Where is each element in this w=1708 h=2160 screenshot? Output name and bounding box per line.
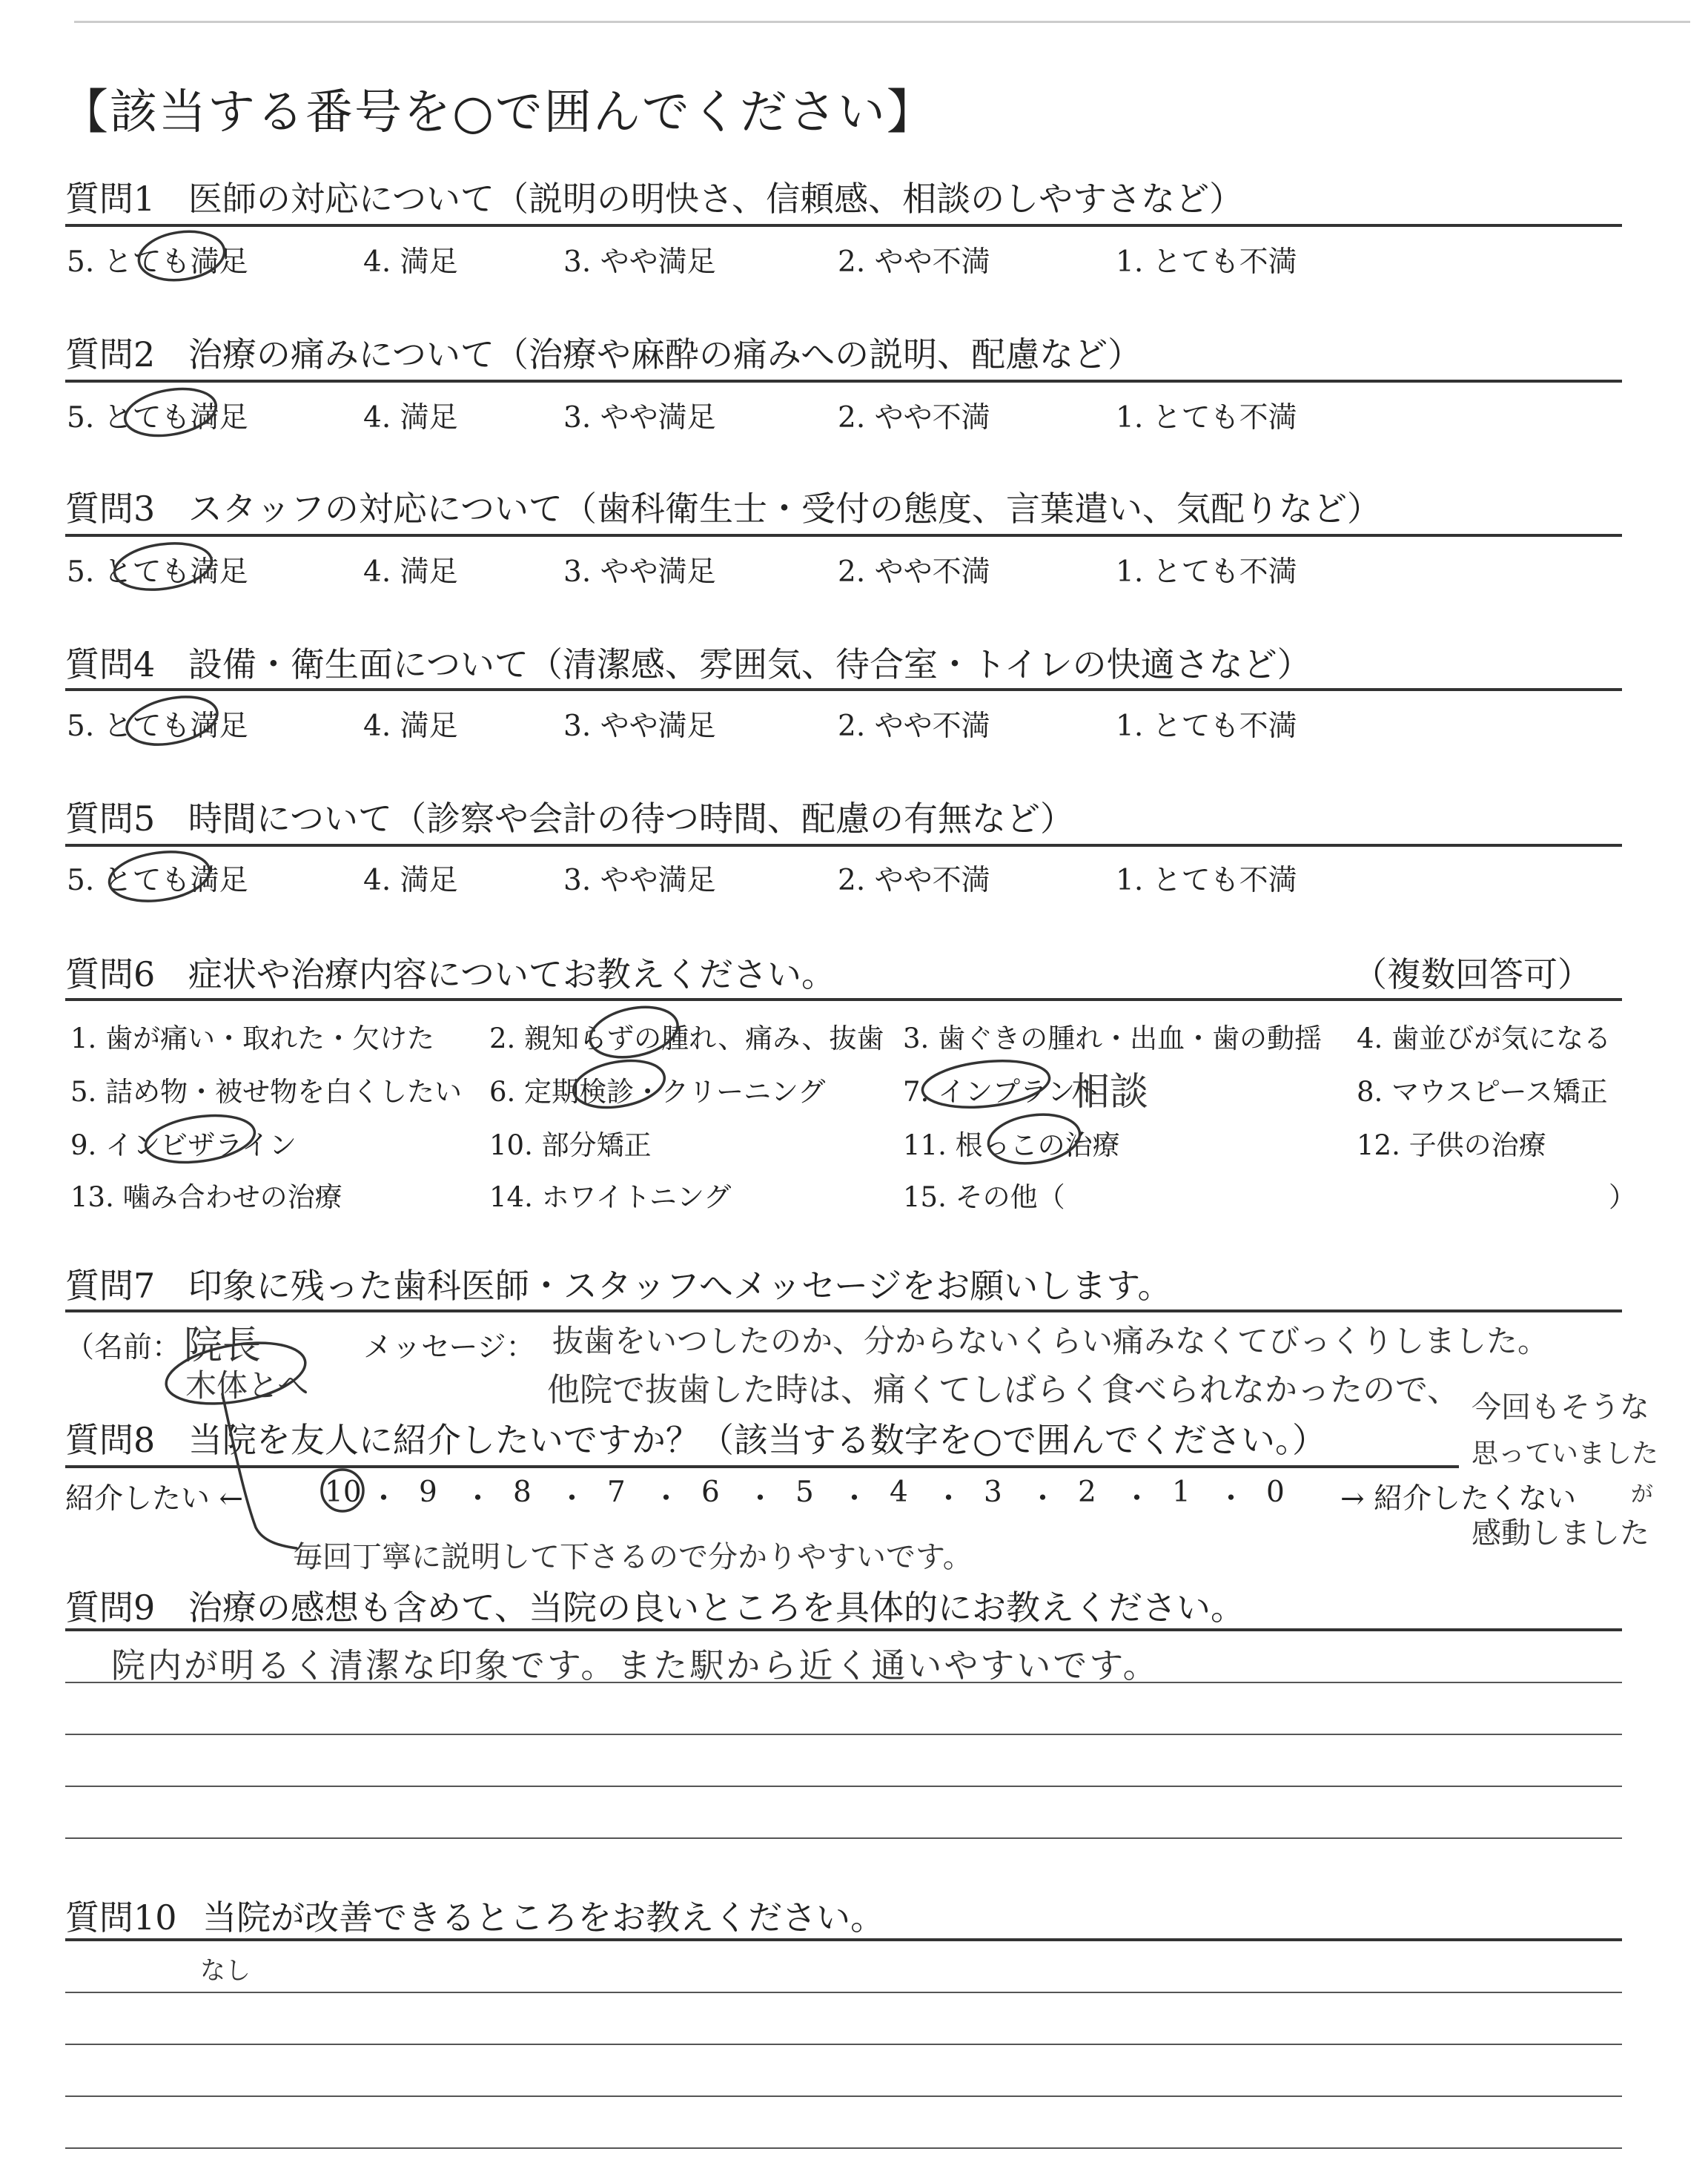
option-3[interactable]: 3. やや満足 — [563, 555, 716, 589]
question-text: 時間について（診察や会計の待つ時間、配慮の有無など） — [188, 799, 1074, 839]
question-text: 当院を友人に紹介したいですか？（該当する数字を○で囲んでください。） — [188, 1420, 1327, 1460]
scale-value-9[interactable]: 9 — [419, 1476, 437, 1509]
scale-value-0[interactable]: 0 — [1266, 1476, 1285, 1509]
divider — [65, 998, 1622, 1001]
scale-value-5[interactable]: 5 — [795, 1476, 814, 1509]
question-1-heading — [65, 172, 1243, 221]
option-4[interactable]: 4. 満足 — [363, 555, 458, 589]
option-1[interactable]: 1. とても不満 — [1116, 555, 1297, 589]
q6-item-13[interactable]: 13. 噛み合わせの治療 — [70, 1181, 342, 1213]
question-10-heading — [65, 1891, 884, 1940]
answer-line — [65, 1992, 1622, 1993]
option-5[interactable]: 5. とても満足 — [67, 401, 248, 435]
question-text: 設備・衛生面について（清潔感、雰囲気、待合室・トイレの快適さなど） — [188, 644, 1311, 684]
divider — [65, 1309, 1622, 1312]
question-7-heading — [65, 1259, 1172, 1308]
scale-left-label: 紹介したい ← — [65, 1482, 244, 1516]
option-2[interactable]: 2. やや不満 — [838, 401, 990, 435]
option-5[interactable]: 5. とても満足 — [67, 864, 248, 897]
message-label: メッセージ： — [363, 1331, 535, 1364]
option-5[interactable]: 5. とても満足 — [67, 555, 248, 589]
scale-separator: ・ — [746, 1482, 775, 1516]
divider — [65, 1628, 1622, 1631]
q9-answer[interactable]: 院内が明るく清潔な印象です。また駅から近く通いやすいです。 — [111, 1645, 1159, 1685]
divider — [65, 1465, 1459, 1468]
side-note-1: 今回もそうな — [1472, 1390, 1649, 1424]
question-text: 症状や治療内容についてお教えください。 — [188, 954, 835, 994]
question-text: 印象に残った歯科医師・スタッフへメッセージをお願いします。 — [188, 1266, 1172, 1306]
question-9-heading — [65, 1581, 1245, 1630]
scale-separator: ・ — [1217, 1482, 1246, 1516]
scale-right-label: → 紹介したくない — [1340, 1482, 1577, 1516]
option-3[interactable]: 3. やや満足 — [563, 245, 716, 279]
question-label: 質問10 — [65, 1898, 177, 1938]
scale-separator: ・ — [1028, 1482, 1058, 1516]
option-3[interactable]: 3. やや満足 — [563, 710, 716, 743]
question-label: 質問7 — [65, 1266, 156, 1306]
scale-separator: ・ — [369, 1482, 399, 1516]
name-value-2: 木体とへ — [185, 1367, 309, 1404]
divider — [65, 380, 1622, 383]
divider — [65, 1938, 1622, 1941]
option-4[interactable]: 4. 満足 — [363, 401, 458, 435]
option-4[interactable]: 4. 満足 — [363, 245, 458, 279]
option-4[interactable]: 4. 満足 — [363, 864, 458, 897]
question-4-heading — [65, 638, 1311, 687]
question-6-heading — [65, 948, 835, 997]
scale-separator: ・ — [1122, 1482, 1152, 1516]
q6-item-12[interactable]: 12. 子供の治療 — [1357, 1129, 1546, 1161]
question-label: 質問3 — [65, 489, 156, 529]
question-text: 治療の痛みについて（治療や麻酔の痛みへの説明、配慮など） — [188, 334, 1142, 374]
q6-item-14[interactable]: 14. ホワイトニング — [489, 1181, 732, 1213]
option-5[interactable]: 5. とても満足 — [67, 710, 248, 743]
divider — [65, 844, 1622, 847]
question-label: 質問2 — [65, 334, 156, 374]
question-3-heading — [65, 482, 1381, 531]
scale-separator: ・ — [840, 1482, 870, 1516]
option-2[interactable]: 2. やや不満 — [838, 555, 990, 589]
answer-line — [65, 1786, 1622, 1787]
q6-item-4[interactable]: 4. 歯並びが気になる — [1357, 1023, 1612, 1054]
scale-value-2[interactable]: 2 — [1078, 1476, 1096, 1509]
question-label: 質問8 — [65, 1420, 156, 1460]
question-text: 医師の対応について（説明の明快さ、信頼感、相談のしやすさなど） — [188, 179, 1244, 219]
answer-line — [65, 1734, 1622, 1735]
question-8-heading — [65, 1413, 1326, 1462]
option-1[interactable]: 1. とても不満 — [1116, 864, 1297, 897]
option-4[interactable]: 4. 満足 — [363, 710, 458, 743]
answer-line — [65, 2044, 1622, 2045]
question-text: スタッフの対応について（歯科衛生士・受付の態度、言葉遣い、気配りなど） — [188, 489, 1381, 529]
divider — [65, 688, 1622, 691]
option-3[interactable]: 3. やや満足 — [563, 864, 716, 897]
option-2[interactable]: 2. やや不満 — [838, 245, 990, 279]
question-label: 質問1 — [65, 179, 156, 219]
q10-answer[interactable]: なし — [200, 1956, 251, 1986]
q6-item-8[interactable]: 8. マウスピース矯正 — [1357, 1076, 1608, 1108]
question-label: 質問9 — [65, 1588, 156, 1628]
side-note-4: 感動しました — [1472, 1516, 1649, 1550]
option-3[interactable]: 3. やや満足 — [563, 401, 716, 435]
message-bottom-line: 毎回丁寧に説明して下さるので分かりやすいです。 — [293, 1540, 973, 1574]
q6-handwritten-note: 相談 — [1071, 1070, 1149, 1114]
scale-separator: ・ — [652, 1482, 681, 1516]
divider — [65, 224, 1622, 227]
answer-line — [65, 2147, 1622, 2149]
option-2[interactable]: 2. やや不満 — [838, 710, 990, 743]
scale-value-7[interactable]: 7 — [607, 1476, 626, 1509]
q6-item-7[interactable]: 7. インプラント — [903, 1076, 1103, 1108]
scale-separator: ・ — [557, 1482, 587, 1516]
message-line-2[interactable]: 他院で抜歯した時は、痛くてしばらく食べられなかったので、 — [547, 1371, 1460, 1409]
q6-item-9[interactable]: 9. インビザライン — [70, 1129, 297, 1161]
q6-item-5[interactable]: 5. 詰め物・被せ物を白くしたい — [70, 1076, 463, 1108]
q6-item-1[interactable]: 1. 歯が痛い・取れた・欠けた — [70, 1023, 435, 1054]
answer-line — [65, 1682, 1622, 1683]
answer-line — [65, 1837, 1622, 1839]
option-5[interactable]: 5. とても満足 — [67, 245, 248, 279]
message-line-1[interactable]: 抜歯をいつしたのか、分からないくらい痛みなくてびっくりしました。 — [552, 1323, 1549, 1359]
scale-value-6[interactable]: 6 — [701, 1476, 720, 1509]
name-value[interactable]: 院長 — [184, 1324, 262, 1368]
q6-other-close-paren: ） — [1609, 1181, 1636, 1213]
question-2-heading — [65, 328, 1142, 377]
option-1[interactable]: 1. とても不満 — [1116, 710, 1297, 743]
option-1[interactable]: 1. とても不満 — [1116, 401, 1297, 435]
question-text: 治療の感想も含めて、当院の良いところを具体的にお教えください。 — [188, 1588, 1245, 1628]
side-note-2: 思っていました — [1472, 1439, 1659, 1469]
page-title: 【該当する番号を○で囲んでください】 — [61, 85, 936, 140]
question-5-heading — [65, 792, 1074, 841]
q6-item-3[interactable]: 3. 歯ぐきの腫れ・出血・歯の動揺 — [903, 1023, 1323, 1054]
scan-edge — [74, 21, 1690, 23]
scale-separator: ・ — [934, 1482, 964, 1516]
q6-item-10[interactable]: 10. 部分矯正 — [489, 1129, 652, 1161]
question-text: 当院が改善できるところをお教えください。 — [202, 1898, 885, 1938]
name-label: （名前： — [65, 1331, 182, 1364]
q6-item-2[interactable]: 2. 親知らずの腫れ、痛み、抜歯 — [489, 1023, 884, 1054]
divider — [65, 534, 1622, 537]
question-label: 質問5 — [65, 799, 156, 839]
scale-value-10[interactable]: 10 — [325, 1476, 362, 1509]
scale-separator: ・ — [463, 1482, 493, 1516]
option-1[interactable]: 1. とても不満 — [1116, 245, 1297, 279]
scale-value-8[interactable]: 8 — [513, 1476, 532, 1509]
question-label: 質問6 — [65, 954, 156, 994]
answer-line — [65, 2095, 1622, 2097]
option-2[interactable]: 2. やや不満 — [838, 864, 990, 897]
scale-value-4[interactable]: 4 — [890, 1476, 908, 1509]
q6-item-11[interactable]: 11. 根っこの治療 — [903, 1129, 1120, 1161]
q6-item-6[interactable]: 6. 定期検診・クリーニング — [489, 1076, 826, 1108]
q6-item-15[interactable]: 15. その他（ — [903, 1181, 1065, 1213]
multiple-answers-note: （複数回答可） — [1353, 954, 1592, 994]
question-label: 質問4 — [65, 644, 156, 684]
side-note-3: が — [1631, 1482, 1653, 1507]
scale-value-3[interactable]: 3 — [984, 1476, 1002, 1509]
scale-value-1[interactable]: 1 — [1172, 1476, 1191, 1509]
